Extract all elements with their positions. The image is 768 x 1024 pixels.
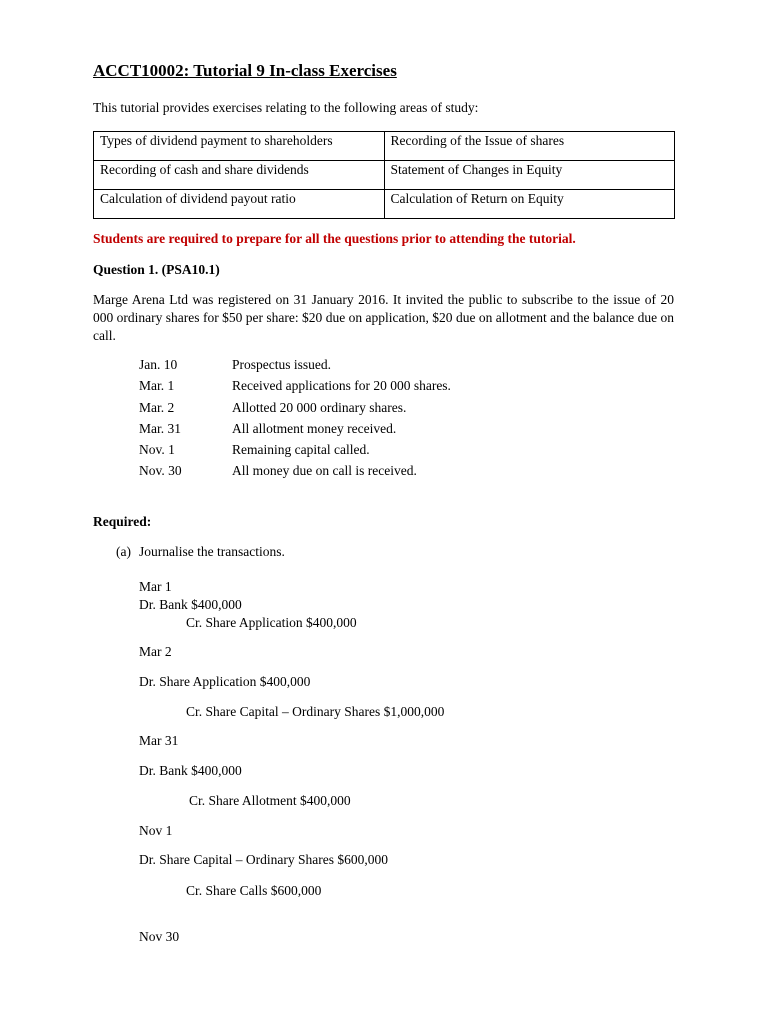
journal-debit-nov1: Dr. Share Capital – Ordinary Shares $600,000 bbox=[139, 852, 388, 867]
event-date: Nov. 1 bbox=[139, 442, 175, 458]
intro-text: This tutorial provides exercises relating to the following areas of study: bbox=[93, 100, 479, 115]
study-areas-table bbox=[93, 131, 675, 219]
part-a-letter: (a) bbox=[116, 544, 131, 559]
event-date: Mar. 2 bbox=[139, 399, 175, 415]
table-row bbox=[94, 132, 675, 161]
required-label: Required: bbox=[93, 514, 152, 529]
question-heading: Question 1. (PSA10.1) bbox=[93, 262, 220, 277]
preparation-notice: Students are required to prepare for all the questions prior to attending the tutorial. bbox=[93, 231, 576, 246]
event-description: All money due on call is received. bbox=[232, 463, 417, 479]
event-description: Prospectus issued. bbox=[232, 357, 331, 372]
event-description: Allotted 20 000 ordinary shares. bbox=[232, 399, 407, 415]
journal-debit-mar31: Dr. Bank $400,000 bbox=[139, 763, 242, 778]
table-row bbox=[94, 161, 675, 190]
journal-debit-mar1: Dr. Bank $400,000 bbox=[139, 597, 242, 612]
table-cell: Recording of the Issue of shares bbox=[384, 132, 675, 161]
journal-credit-mar31: Cr. Share Allotment $400,000 bbox=[189, 793, 351, 808]
table-cell: Statement of Changes in Equity bbox=[384, 161, 675, 190]
event-date: Mar. 1 bbox=[139, 378, 175, 394]
question-paragraph: Marge Arena Ltd was registered on 31 January 2016. It invited the public to subscribe to the issue of 20 000 ordinary shares for $50 per share: $20 due on application, $20 due on allotment and the balance due on call. bbox=[93, 292, 674, 343]
page-title: ACCT10002: Tutorial 9 In-class Exercises bbox=[93, 61, 397, 80]
event-description: Received applications for 20 000 shares. bbox=[232, 378, 451, 394]
journal-debit-mar2: Dr. Share Application $400,000 bbox=[139, 674, 311, 689]
journal-date-mar1: Mar 1 bbox=[139, 579, 172, 594]
journal-credit-mar2: Cr. Share Capital – Ordinary Shares $1,000,000 bbox=[186, 704, 445, 719]
journal-credit-mar1: Cr. Share Application $400,000 bbox=[186, 615, 357, 630]
journal-credit-nov1: Cr. Share Calls $600,000 bbox=[186, 883, 322, 898]
table-cell: Calculation of dividend payout ratio bbox=[94, 190, 385, 219]
journal-date-nov30: Nov 30 bbox=[139, 929, 180, 944]
part-a-text: Journalise the transactions. bbox=[139, 544, 285, 559]
journal-date-mar31: Mar 31 bbox=[139, 733, 179, 748]
event-date: Nov. 30 bbox=[139, 463, 182, 479]
event-description: All allotment money received. bbox=[232, 420, 397, 436]
journal-date-nov1: Nov 1 bbox=[139, 823, 173, 838]
table-row bbox=[94, 190, 675, 219]
event-date: Jan. 10 bbox=[139, 357, 178, 372]
table-cell: Calculation of Return on Equity bbox=[384, 190, 675, 219]
part-a bbox=[116, 544, 285, 560]
journal-date-mar2: Mar 2 bbox=[139, 644, 172, 659]
table-cell: Recording of cash and share dividends bbox=[94, 161, 385, 190]
event-date: Mar. 31 bbox=[139, 420, 181, 436]
event-description: Remaining capital called. bbox=[232, 442, 370, 458]
table-cell: Types of dividend payment to shareholders bbox=[94, 132, 385, 161]
